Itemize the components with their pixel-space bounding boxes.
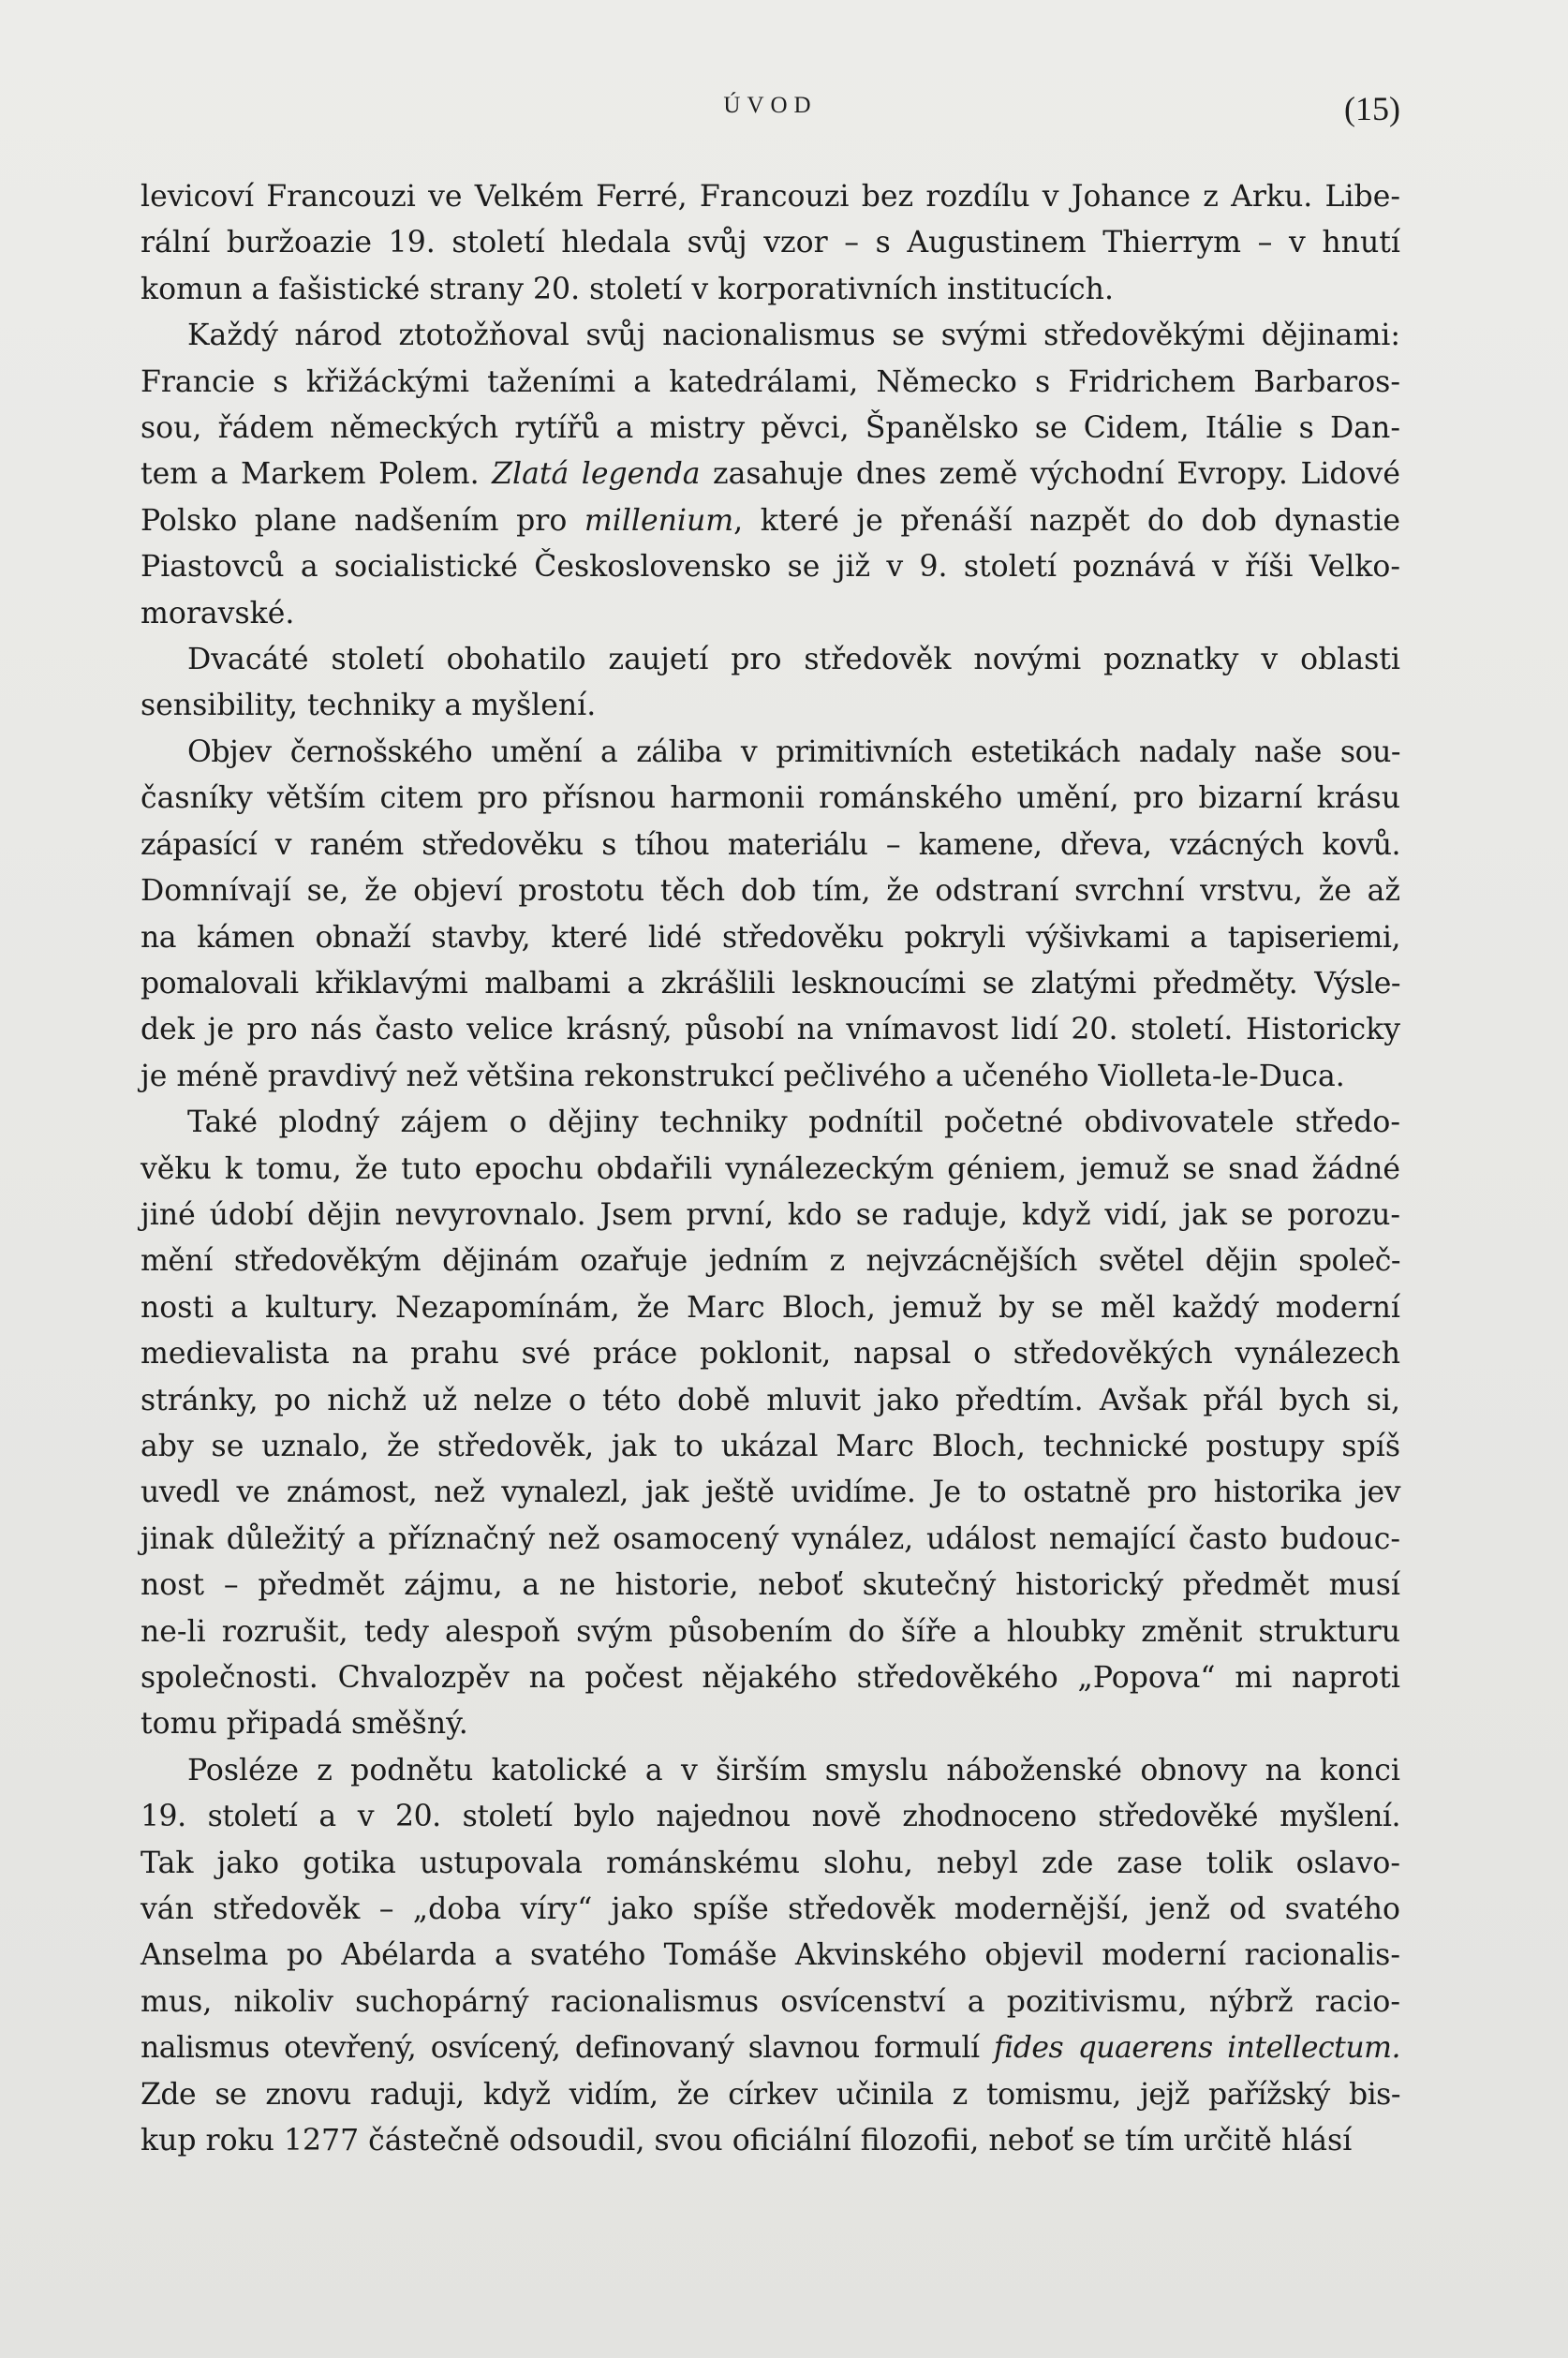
section-title: ÚVOD (723, 93, 818, 118)
text-line: komun a fašistické strany 20. století v korporativních institucích. (141, 272, 1114, 306)
paragraph (141, 313, 1400, 637)
text-line: Domnívají se, že objeví prostotu těch dob tím, že odstraní svrchní vrstvu, že až (141, 874, 1400, 909)
text-line: mění středověkým dějinám ozařuje jedním z nejvzácnějších světel dějin společ- (141, 1244, 1400, 1279)
text-segment: Polsko plane nadšením pro (141, 503, 584, 538)
text-line: Objev černošského umění a záliba v primitivních estetikách nadaly naše sou- (187, 734, 1400, 769)
text-segment: nalismus otevřený, osvícený, definovaný slavnou formulí (141, 2031, 994, 2066)
body-text (141, 174, 1400, 2164)
text-line: Také plodný zájem o dějiny techniky podnítil početné obdivovatele středo- (187, 1105, 1400, 1140)
text-line: společnosti. Chvalozpěv na počest nějakého středověkého „Popova“ mi naproti (141, 1661, 1400, 1695)
text-line: ván středověk – „doba víry“ jako spíše středověk modernější, jenž od svatého (141, 1892, 1400, 1927)
paragraph (141, 730, 1400, 1100)
text-line: Zde se znovu raduji, když vidím, že církev učinila z tomismu, jejž pařížský bis- (141, 2077, 1400, 2112)
text-line: ne-li rozrušit, tedy alespoň svým působením do šíře a hloubky změnit strukturu (141, 1614, 1400, 1649)
text-line: aby se uznalo, že středověk, jak to ukázal Marc Bloch, technické postupy spíš (141, 1429, 1400, 1463)
text-line: Piastovců a socialistické Československo se již v 9. století poznává v říši Velko- (141, 550, 1400, 585)
text-line: nost – předmět zájmu, a ne historie, neboť skutečný historický předmět musí (141, 1568, 1400, 1603)
text-line: stránky, po nichž už nelze o této době mluvit jako předtím. Avšak přál bych si, (141, 1383, 1400, 1417)
text-line: sou, řádem německých rytířů a mistry pěvci, Španělsko se Cidem, Itálie s Dan- (141, 411, 1400, 446)
text-line: nosti a kultury. Nezapomínám, že Marc Bloch, jemuž by se měl každý moderní (141, 1290, 1400, 1325)
text-line: tomu připadá směšný. (141, 1707, 468, 1742)
text-line: pomalovali křiklavými malbami a zkrášlili lesknoucími se zlatými předměty. Výsle- (141, 966, 1400, 1001)
text-line (141, 2025, 1400, 2071)
text-line: Dvacáté století obohatilo zaujetí pro středověk novými poznatky v oblasti (187, 643, 1400, 677)
text-line: mus, nikoliv suchopárný racionalismus osvícenství a pozitivismu, nýbrž racio- (141, 1984, 1400, 2019)
text-line (141, 452, 1400, 497)
paragraph (141, 637, 1400, 730)
text-line: dek je pro nás často velice krásný, působí na vnímavost lidí 20. století. Historicky (141, 1013, 1400, 1047)
text-line: Každý národ ztotožňoval svůj nacionalismus se svými středověkými dějinami: (187, 319, 1400, 353)
text-segment: , které je přenáší nazpět do dob dynastie (733, 503, 1400, 538)
text-line: moravské. (141, 596, 295, 630)
text-line: jinak důležitý a příznačný než osamocený vynález, událost nemající často budouc- (141, 1521, 1400, 1556)
paragraph (141, 1748, 1400, 2165)
text-segment: zasahuje dnes země východní Evropy. Lidové (700, 457, 1400, 492)
text-line: rální buržoazie 19. století hledala svůj vzor – s Augustinem Thierrym – v hnutí (141, 226, 1400, 260)
text-line: Tak jako gotika ustupovala románskému slohu, nebyl zde zase tolik oslavo- (141, 1846, 1400, 1880)
text-line: kup roku 1277 částečně odsoudil, svou oficiální filozofii, neboť se tím určitě hlásí (141, 2124, 1353, 2158)
text-line: na kámen obnaží stavby, které lidé středověku pokryli výšivkami a tapiseriemi, (141, 920, 1400, 955)
italic-text: millenium (584, 503, 734, 538)
text-line: levicoví Francouzi ve Velkém Ferré, Francouzi bez rozdílu v Johance z Arku. Libe- (141, 180, 1400, 214)
text-line: medievalista na prahu své práce poklonit, napsal o středověkých vynálezech (141, 1337, 1400, 1372)
paragraph (141, 174, 1400, 313)
text-line: věku k tomu, že tuto epochu obdařili vynálezeckým géniem, jemuž se snad žádné (141, 1151, 1400, 1186)
text-line: jiné údobí dějin nevyrovnalo. Jsem první, kdo se raduje, když vidí, jak se porozu- (141, 1197, 1400, 1232)
italic-text: Zlatá legenda (492, 457, 701, 492)
paragraph (141, 1100, 1400, 1748)
text-line: 19. století a v 20. století bylo najednou nově zhodnoceno středověké myšlení. (141, 1800, 1400, 1834)
text-line: je méně pravdivý než většina rekonstrukcí pečlivého a učeného Violleta-le-Duca. (141, 1059, 1345, 1093)
text-line: zápasící v raném středověku s tíhou materiálu – kamene, dřeva, vzácných kovů. (141, 827, 1400, 862)
text-line: Posléze z podnětu katolické a v širším smyslu náboženské obnovy na konci (187, 1753, 1400, 1787)
text-line (141, 498, 1400, 544)
italic-text: fides quaerens intellectum. (993, 2031, 1400, 2066)
page-number: (15) (1344, 90, 1400, 127)
text-line: sensibility, techniky a myšlení. (141, 689, 597, 723)
text-line: Anselma po Abélarda a svatého Tomáše Akvinského objevil moderní racionalis- (141, 1938, 1400, 1973)
text-line: časníky větším citem pro přísnou harmonii románského umění, pro bizarní krásu (141, 781, 1400, 816)
text-line: uvedl ve známost, než vynalezl, jak ještě uvidíme. Je to ostatně pro historika jev (141, 1476, 1400, 1510)
running-head (141, 89, 1400, 136)
text-segment: tem a Markem Polem. (141, 457, 493, 492)
text-line: Francie s křižáckými taženími a katedrálami, Německo s Fridrichem Barbaros- (141, 364, 1400, 399)
